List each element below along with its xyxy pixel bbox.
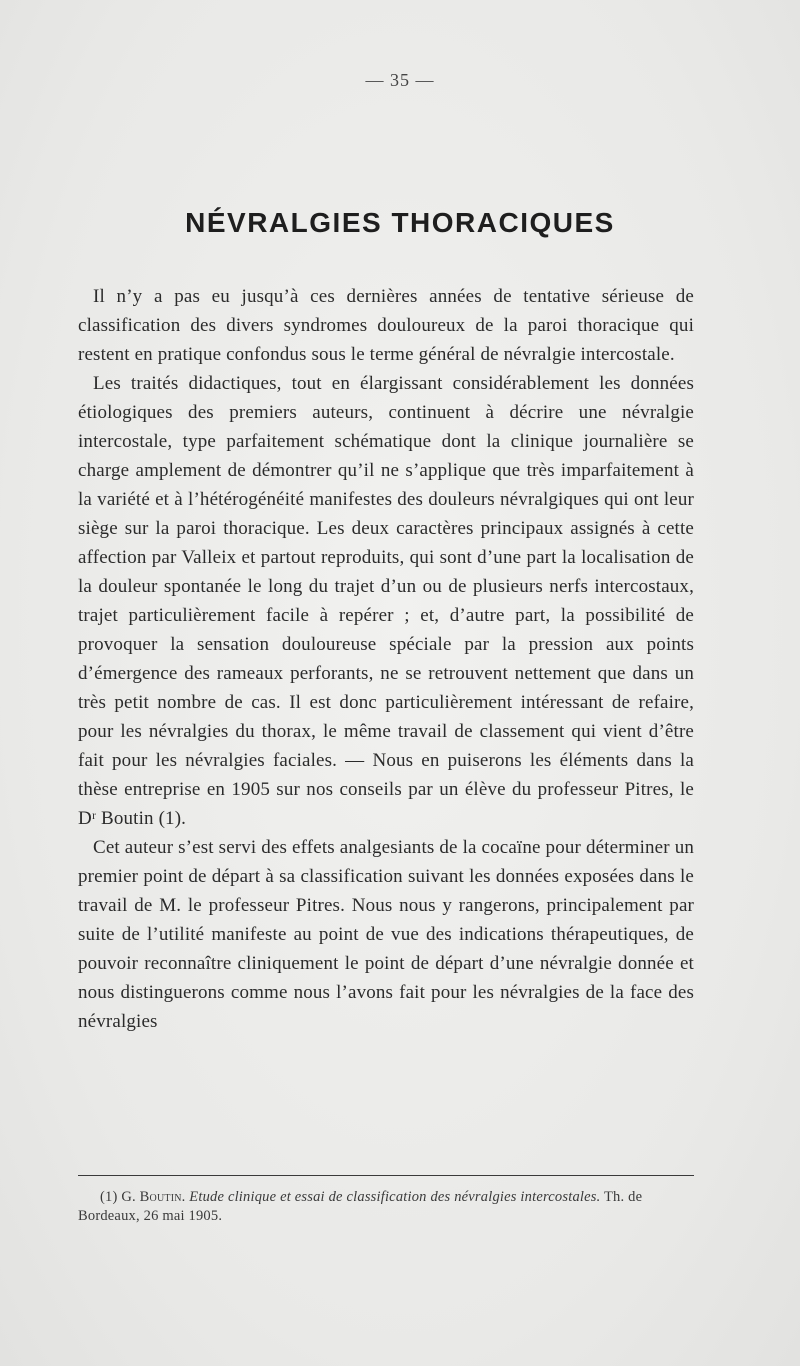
footnote-divider	[78, 1175, 694, 1176]
footnote-marker: (1)	[100, 1189, 118, 1205]
paragraph: Les traités didactiques, tout en élargissant considérablement les données étiologiques des premiers auteurs, continuent à décrire une névralgie intercostale, type parfaitement schématique dont la clinique journalière se charge amplement de démontrer qu’il ne s’applique que très imparfaitement à la variété et à l’hétérogénéité manifestes des douleurs névralgiques qui ont leur siège sur la paroi thoracique. Les deux caractères principaux assignés à cette affection par Valleix et partout reproduits, qui sont d’une part la localisation de la douleur spontanée le long du trajet d’un ou de plusieurs nerfs intercostaux, trajet particulièrement facile à repérer ; et, d’autre part, la possibilité de provoquer la sensation douloureuse spéciale par la pression aux points d’émergence des rameaux perforants, ne se retrouvent nettement que dans un très petit nombre de cas. Il est donc particulièrement intéressant de refaire, pour les névralgies du thorax, le même travail de classement qui vient d’être fait pour les névralgies faciales. — Nous en puiserons les éléments dans la thèse entreprise en 1905 sur nos conseils par un élève du professeur Pitres, le Dʳ Boutin (1).	[78, 373, 694, 829]
paragraph: Cet auteur s’est servi des effets analgesiants de la cocaïne pour déterminer un premier point de départ à sa classification suivant les données exposées dans le travail de M. le professeur Pitres. Nous nous y rangerons, principalement par suite de l’utilité manifeste au point de vue des indications thérapeutiques, de pouvoir reconnaître cliniquement le point de départ d’une névralgie donnée et nous distinguerons comme nous l’avons fait pour les névralgies de la face des névralgies	[78, 837, 694, 1032]
footnote	[78, 1188, 694, 1226]
page-number: — 35 —	[365, 70, 435, 90]
section-title: NÉVRALGIES THORACIQUES	[185, 207, 615, 238]
body-text	[78, 282, 694, 1036]
paragraph: Il n’y a pas eu jusqu’à ces dernières années de tentative sérieuse de classification des divers syndromes douloureux de la paroi thoracique qui restent en pratique confondus sous le terme général de névralgie intercostale.	[78, 286, 694, 365]
footnote-work-title: Etude clinique et essai de classification des névralgies intercostales.	[189, 1189, 601, 1205]
footnote-author: G. Boutin.	[121, 1189, 186, 1205]
footnote-publication: Th. de Bordeaux, 26 mai 1905.	[78, 1189, 643, 1224]
